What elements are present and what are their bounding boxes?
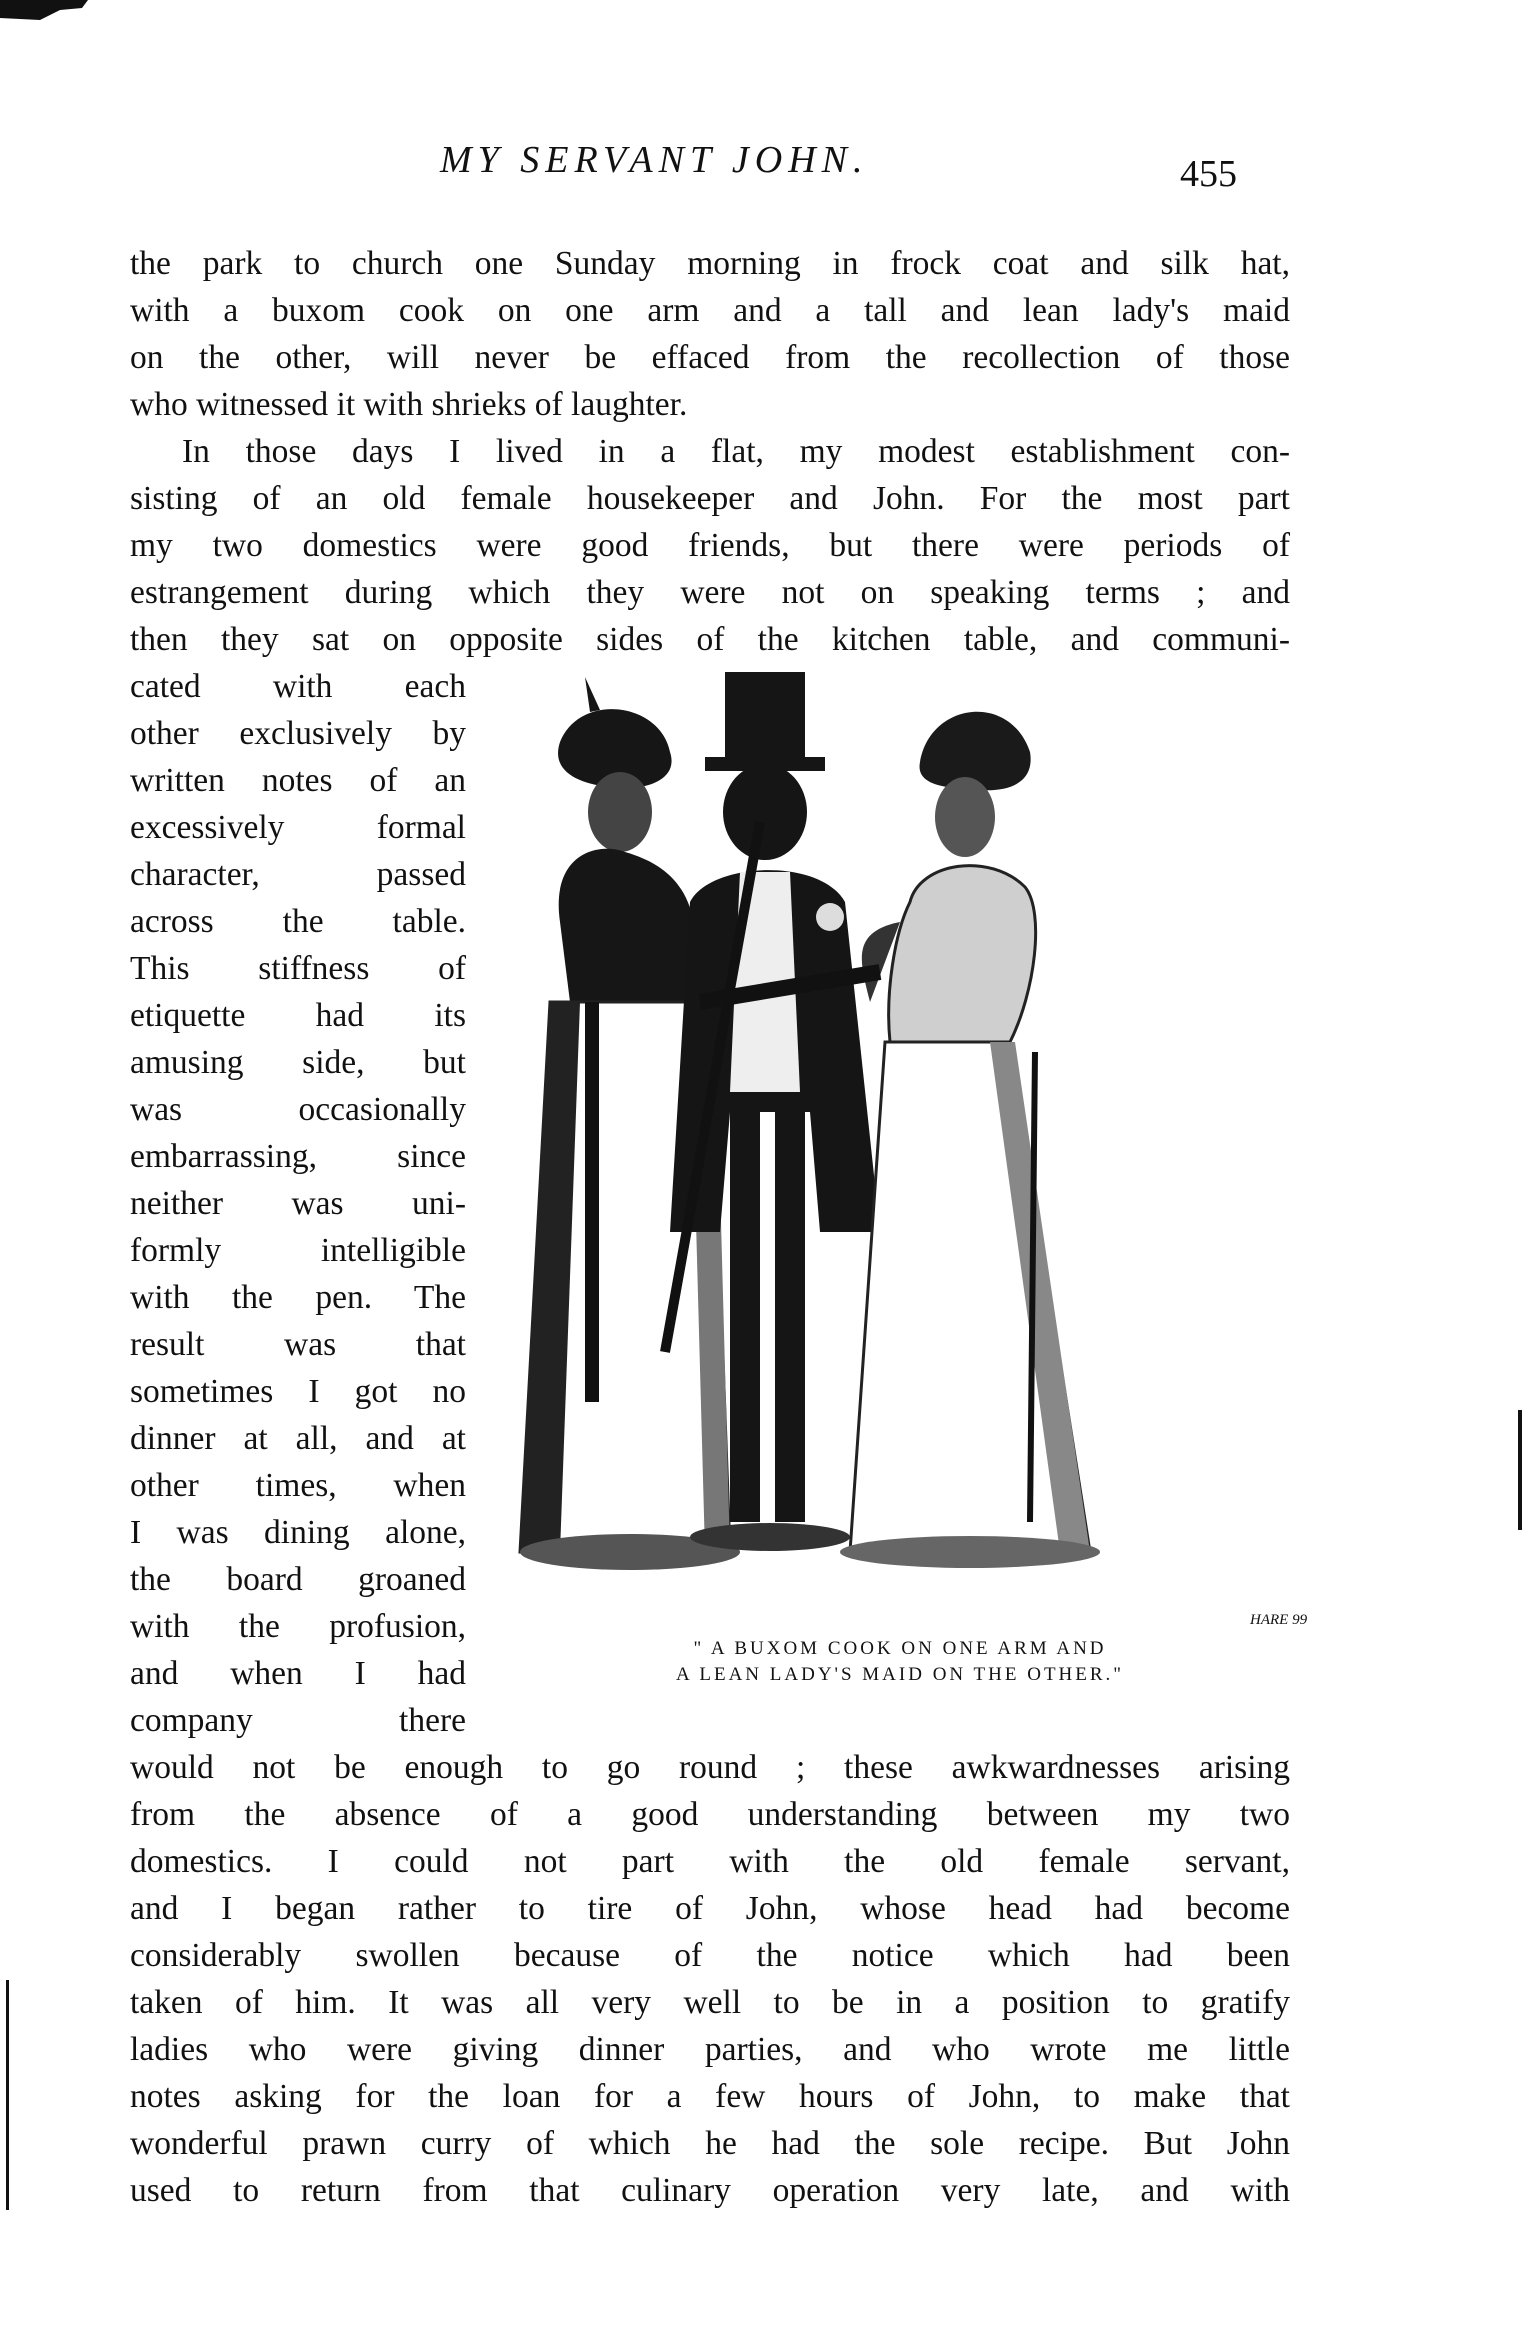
text-line: company there bbox=[130, 1702, 466, 1739]
text-line: dinner at all, and at bbox=[130, 1420, 466, 1457]
text-line: formly intelligible bbox=[130, 1232, 466, 1269]
margin-rule bbox=[1518, 1410, 1522, 1530]
running-title: MY SERVANT JOHN. bbox=[440, 139, 869, 181]
text-line: other exclusively by bbox=[130, 715, 466, 752]
text-line: character, passed bbox=[130, 856, 466, 893]
page-number: 455 bbox=[1180, 153, 1237, 195]
margin-rule bbox=[6, 1980, 9, 2210]
text-line: I was dining alone, bbox=[130, 1514, 466, 1551]
illustration-caption bbox=[620, 1636, 1180, 1688]
artist-signature: HARE 99 bbox=[1250, 1612, 1308, 1628]
text-line: considerably swollen because of the notice which had been bbox=[130, 1937, 1290, 1974]
text-line: used to return from that culinary operation very late, and with bbox=[130, 2172, 1290, 2209]
text-line: written notes of an bbox=[130, 762, 466, 799]
text-line: estrangement during which they were not on speaking terms ; and bbox=[130, 574, 1290, 611]
text-line: cated with each bbox=[130, 668, 466, 705]
text-line: with a buxom cook on one arm and a tall and lean lady's maid bbox=[130, 292, 1290, 329]
text-line: was occasionally bbox=[130, 1091, 466, 1128]
running-head bbox=[0, 138, 1532, 198]
text-line: would not be enough to go round ; these awkwardnesses arising bbox=[130, 1749, 1290, 1786]
text-line: across the table. bbox=[130, 903, 466, 940]
text-line: wonderful prawn curry of which he had the sole recipe. But John bbox=[130, 2125, 1290, 2162]
text-line: with the profusion, bbox=[130, 1608, 466, 1645]
text-line: ladies who were giving dinner parties, and who wrote me little bbox=[130, 2031, 1290, 2068]
text-line: neither was uni- bbox=[130, 1185, 466, 1222]
text-line: with the pen. The bbox=[130, 1279, 466, 1316]
text-line: excessively formal bbox=[130, 809, 466, 846]
text-line: on the other, will never be effaced from the recollection of those bbox=[130, 339, 1290, 376]
text-line: and I began rather to tire of John, whose head had become bbox=[130, 1890, 1290, 1927]
text-line: amusing side, but bbox=[130, 1044, 466, 1081]
text-line: result was that bbox=[130, 1326, 466, 1363]
text-line: taken of him. It was all very well to be in a position to gratify bbox=[130, 1984, 1290, 2021]
text-line: sometimes I got no bbox=[130, 1373, 466, 1410]
text-line: This stiffness of bbox=[130, 950, 466, 987]
illustration-three-figures bbox=[490, 672, 1350, 1612]
text-line: sisting of an old female housekeeper and John. For the most part bbox=[130, 480, 1290, 517]
corner-ink-mark bbox=[0, 0, 90, 22]
text-line: my two domestics were good friends, but there were periods of bbox=[130, 527, 1290, 564]
text-line: etiquette had its bbox=[130, 997, 466, 1034]
text-line: and when I had bbox=[130, 1655, 466, 1692]
text-line: who witnessed it with shrieks of laughter. bbox=[130, 386, 688, 423]
text-line: from the absence of a good understanding between my two bbox=[130, 1796, 1290, 1833]
text-line: then they sat on opposite sides of the kitchen table, and communi- bbox=[130, 621, 1290, 658]
text-line: the board groaned bbox=[130, 1561, 466, 1598]
caption-line: A LEAN LADY'S MAID ON THE OTHER." bbox=[675, 1664, 1125, 1685]
text-line: the park to church one Sunday morning in frock coat and silk hat, bbox=[130, 245, 1290, 282]
text-line: other times, when bbox=[130, 1467, 466, 1504]
text-line: In those days I lived in a flat, my modest establishment con- bbox=[182, 433, 1290, 470]
text-line: domestics. I could not part with the old female servant, bbox=[130, 1843, 1290, 1880]
text-line: notes asking for the loan for a few hours of John, to make that bbox=[130, 2078, 1290, 2115]
caption-line: " A BUXOM COOK ON ONE ARM AND bbox=[693, 1638, 1107, 1659]
text-line: embarrassing, since bbox=[130, 1138, 466, 1175]
